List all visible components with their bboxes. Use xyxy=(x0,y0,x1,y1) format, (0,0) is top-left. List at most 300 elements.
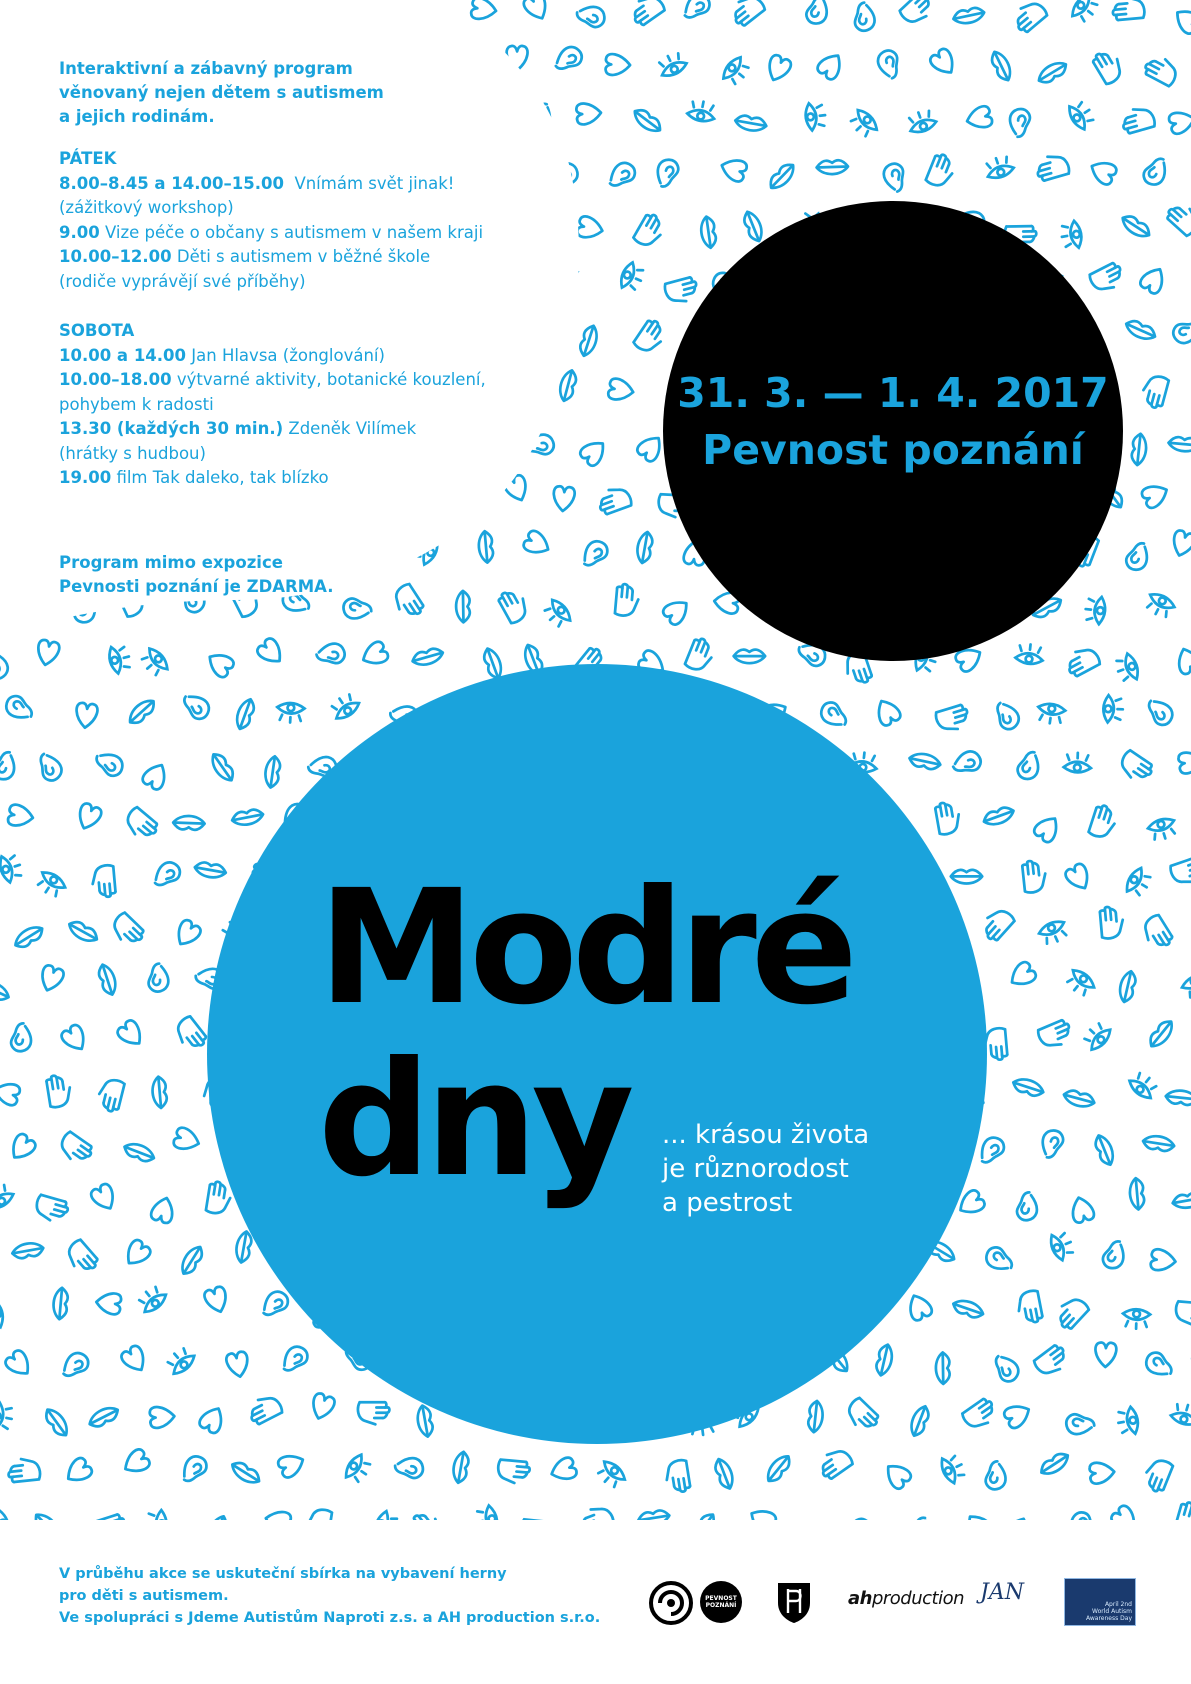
hand-icon xyxy=(1140,373,1169,409)
schedule-row xyxy=(59,221,559,246)
lips-icon xyxy=(578,324,601,358)
schedule-text: (rodiče vyprávějí své příběhy) xyxy=(59,271,306,291)
heart-icon xyxy=(661,595,693,627)
heart-icon xyxy=(1171,4,1191,36)
lips-icon xyxy=(1117,970,1137,1004)
heart-icon xyxy=(263,1508,292,1534)
lips-icon xyxy=(42,1405,72,1438)
heart-icon xyxy=(1069,1195,1096,1224)
lips-icon xyxy=(66,918,100,945)
eye-icon xyxy=(1147,816,1179,843)
lips-icon xyxy=(951,870,983,884)
hand-icon xyxy=(206,1181,233,1216)
heart-icon xyxy=(470,0,497,21)
ear-icon xyxy=(1126,542,1148,570)
lips-icon xyxy=(741,209,765,243)
eye-icon xyxy=(983,154,1015,181)
hand-icon xyxy=(91,865,116,898)
heart-icon xyxy=(815,50,846,82)
eye-icon xyxy=(0,852,24,884)
eye-icon xyxy=(23,161,53,194)
intro-text xyxy=(59,57,539,129)
friday-heading: PÁTEK xyxy=(59,149,117,168)
lips-icon xyxy=(451,1451,470,1484)
lips-icon xyxy=(734,650,766,664)
ear-icon xyxy=(4,694,35,720)
hand-icon xyxy=(122,806,160,843)
eye-icon xyxy=(1037,918,1070,947)
ear-icon xyxy=(1013,1191,1039,1222)
heart-icon xyxy=(964,105,993,131)
eye-icon xyxy=(107,643,133,674)
lips-icon xyxy=(96,962,119,996)
eye-icon xyxy=(1143,590,1176,620)
heart-icon xyxy=(0,1080,21,1107)
ear-icon xyxy=(32,751,66,784)
eye-icon xyxy=(1169,1401,1191,1427)
eye-icon xyxy=(135,1283,168,1315)
hand-icon xyxy=(1037,1019,1075,1052)
ear-icon xyxy=(1103,1241,1124,1268)
footer-text xyxy=(59,1563,679,1629)
lips-icon xyxy=(233,697,257,731)
heart-icon xyxy=(255,636,287,668)
eye-icon xyxy=(1064,967,1097,999)
eye-icon xyxy=(1123,866,1154,899)
hand-icon xyxy=(0,102,19,130)
heart-icon xyxy=(1004,1514,1033,1545)
schedule-text: Děti s autismem v běžné škole xyxy=(176,247,431,266)
lips-icon xyxy=(415,1404,434,1437)
heart-icon xyxy=(635,431,667,463)
lips-icon xyxy=(1165,1089,1191,1106)
lips-icon xyxy=(1035,58,1069,86)
ear-icon xyxy=(874,47,906,81)
event-dates: 31. 3. — 1. 4. 2017 xyxy=(677,369,1109,417)
schedule-text: Vize péče o občany s autismem v našem kraji xyxy=(104,222,484,242)
lips-icon xyxy=(874,1343,894,1377)
program-schedule xyxy=(59,147,559,491)
eye-icon xyxy=(656,50,689,79)
tagline-line: ... krásou života xyxy=(662,1120,870,1150)
eye-icon xyxy=(342,1452,373,1485)
ear-icon xyxy=(7,1022,33,1053)
ear-icon xyxy=(60,1349,92,1383)
ear-icon xyxy=(180,1453,209,1485)
eye-icon xyxy=(1015,643,1044,665)
ear-icon xyxy=(1064,1410,1095,1437)
heart-icon xyxy=(141,760,171,792)
eye-icon xyxy=(1060,220,1084,250)
lips-icon xyxy=(907,1404,931,1438)
event-info xyxy=(663,365,1123,479)
ear-icon xyxy=(1142,156,1167,186)
hand-icon xyxy=(96,1077,125,1113)
eye-icon xyxy=(0,1402,14,1433)
free-line: Program mimo expozice xyxy=(59,553,283,572)
hand-icon xyxy=(360,2,395,30)
eye-icon xyxy=(541,597,574,630)
heart-icon xyxy=(1178,750,1191,774)
logo-text: Awareness Day xyxy=(1086,1615,1132,1622)
lips-icon xyxy=(989,49,1015,83)
heart-icon xyxy=(605,54,630,76)
lips-icon xyxy=(635,531,654,564)
heart-icon xyxy=(764,53,793,84)
hand-icon xyxy=(664,1459,691,1494)
heart-icon xyxy=(1168,109,1191,135)
hand-icon xyxy=(1112,0,1145,20)
heart-icon xyxy=(872,696,902,727)
ear-icon xyxy=(179,693,211,722)
hand-icon xyxy=(13,485,47,523)
heart-icon xyxy=(1087,157,1118,187)
schedule-time: 19.00 xyxy=(59,468,112,487)
eye-icon xyxy=(1036,702,1066,725)
hand-icon xyxy=(1088,804,1119,841)
lips-icon xyxy=(11,1241,44,1260)
hand-icon xyxy=(843,1397,881,1435)
hand-icon xyxy=(815,1445,853,1481)
ear-icon xyxy=(94,752,124,777)
hand-icon xyxy=(684,636,716,673)
heart-icon xyxy=(95,1292,121,1315)
hand-icon xyxy=(899,0,937,28)
lips-icon xyxy=(1123,318,1157,343)
lips-icon xyxy=(1131,433,1148,466)
schedule-time: 8.00–8.45 a 14.00–15.00 xyxy=(59,173,284,193)
hand-icon xyxy=(1010,0,1048,34)
hand-icon xyxy=(633,212,668,250)
ear-icon xyxy=(806,0,827,24)
ear-icon xyxy=(581,538,611,571)
eye-icon xyxy=(475,1504,500,1535)
heart-icon xyxy=(121,1238,153,1270)
heart-icon xyxy=(74,802,103,833)
eye-icon xyxy=(720,54,752,87)
free-line: Pevnosti poznání je ZDARMA. xyxy=(59,577,334,596)
intro-line: a jejich rodinám. xyxy=(59,107,215,126)
hand-icon xyxy=(63,1238,100,1276)
hand-icon xyxy=(1100,906,1125,939)
ear-icon xyxy=(880,160,912,194)
ear-icon xyxy=(280,1343,310,1376)
lips-icon xyxy=(936,1352,950,1384)
lips-icon xyxy=(807,1400,824,1433)
lips-icon xyxy=(951,1297,985,1320)
schedule-row xyxy=(59,442,559,467)
lips-icon xyxy=(173,815,205,830)
hand-icon xyxy=(935,800,962,835)
eye-icon xyxy=(386,491,419,522)
heart-icon xyxy=(1006,960,1038,991)
schedule-time: 13.30 (každých 30 min.) xyxy=(59,419,284,438)
lips-icon xyxy=(208,751,237,785)
lips-icon xyxy=(86,1404,120,1430)
eye-icon xyxy=(1069,0,1101,25)
eye-icon xyxy=(1047,1229,1076,1262)
lips-icon xyxy=(1038,1450,1072,1479)
saturday-heading: SOBOTA xyxy=(59,321,135,340)
heart-icon xyxy=(607,378,635,403)
eye-icon xyxy=(164,1345,197,1378)
heart-icon xyxy=(1169,529,1191,559)
hand-icon xyxy=(1116,749,1154,785)
hand-icon xyxy=(633,318,669,356)
heart-icon xyxy=(172,1126,202,1153)
ear-icon xyxy=(0,649,12,683)
lips-icon xyxy=(631,106,664,136)
heart-icon xyxy=(1138,264,1169,296)
ear-icon xyxy=(1170,315,1191,348)
schedule-text: film Tak daleko, tak blízko xyxy=(116,468,329,487)
heart-icon xyxy=(522,0,552,23)
heart-icon xyxy=(962,1510,994,1542)
schedule-row xyxy=(59,172,559,197)
footer-line: pro děti s autismem. xyxy=(59,1588,229,1604)
ear-icon xyxy=(394,1456,425,1482)
hand-icon xyxy=(497,1459,530,1484)
eye-icon xyxy=(147,1510,167,1538)
heart-icon xyxy=(204,648,236,679)
heart-icon xyxy=(198,1403,228,1434)
hand-icon xyxy=(1063,644,1101,678)
ear-icon xyxy=(150,0,179,18)
lips-icon xyxy=(763,1452,793,1485)
ear-icon xyxy=(681,0,713,24)
hand-icon xyxy=(108,911,146,949)
lips-icon xyxy=(1146,1018,1176,1051)
ear-icon xyxy=(984,1245,1015,1271)
heart-icon xyxy=(35,0,67,26)
lips-icon xyxy=(306,0,330,28)
lips-icon xyxy=(125,696,158,727)
heart-icon xyxy=(1095,1342,1117,1367)
heart-icon xyxy=(89,1182,119,1214)
ear-icon xyxy=(951,747,985,780)
eye-icon xyxy=(372,1509,400,1542)
lips-icon xyxy=(557,369,578,403)
heart-icon xyxy=(576,215,604,241)
tagline xyxy=(662,1118,869,1220)
eye-icon xyxy=(1103,695,1123,723)
hand-icon xyxy=(409,1508,446,1546)
ear-icon xyxy=(260,1288,291,1322)
lips-icon xyxy=(734,114,767,133)
intro-line: věnovaný nejen dětem s autismem xyxy=(59,83,384,102)
lips-icon xyxy=(1172,1191,1191,1210)
heart-icon xyxy=(225,1351,250,1379)
eye-icon xyxy=(1063,752,1091,772)
hand-icon xyxy=(664,276,700,305)
lips-icon xyxy=(1011,1076,1045,1099)
autism-awareness-day-logo xyxy=(1064,1578,1136,1626)
lips-icon xyxy=(816,160,848,175)
ear-icon xyxy=(989,700,1023,733)
heart-icon xyxy=(115,1018,147,1050)
hand-icon xyxy=(1088,261,1126,295)
ear-icon xyxy=(143,962,171,994)
schedule-text: (zážitkový workshop) xyxy=(59,198,234,217)
hand-icon xyxy=(627,0,665,27)
ear-icon xyxy=(908,1518,929,1545)
ear-icon xyxy=(207,0,230,22)
heart-icon xyxy=(16,259,47,288)
ear-icon xyxy=(0,752,15,780)
hand-icon xyxy=(1141,1456,1173,1493)
title-line-1: Modré xyxy=(318,856,852,1040)
tagline-line: a pestrost xyxy=(662,1188,793,1218)
heart-icon xyxy=(7,804,34,828)
heart-icon xyxy=(203,1285,231,1315)
footer-line: Ve spolupráci s Jdeme Autistům Naproti z.s. a AH production s.r.o. xyxy=(59,1610,601,1626)
heart-icon xyxy=(308,1392,336,1422)
ear-icon xyxy=(553,43,586,77)
hand-icon xyxy=(1169,856,1191,887)
lips-icon xyxy=(411,646,445,668)
ear-icon xyxy=(607,159,639,193)
ear-icon xyxy=(989,1353,1023,1385)
ear-icon xyxy=(0,330,15,357)
partner-logo-circles xyxy=(648,1580,694,1626)
heart-icon xyxy=(0,2,15,24)
hand-icon xyxy=(520,1519,554,1544)
schedule-text: Zdeněk Vilímek xyxy=(288,419,417,438)
title-line-2: dny xyxy=(318,1028,629,1212)
lips-icon xyxy=(637,1509,670,1527)
hand-icon xyxy=(1091,47,1126,85)
ear-icon xyxy=(315,640,348,670)
lips-icon xyxy=(32,1510,64,1542)
lips-icon xyxy=(1062,1088,1096,1109)
lips-icon xyxy=(194,861,227,880)
schedule-row xyxy=(59,393,559,418)
logo-text: POZNÁNÍ xyxy=(705,1602,737,1609)
heart-icon xyxy=(1089,1461,1115,1484)
schedule-text: (hrátky s hudbou) xyxy=(59,443,206,463)
jan-logo: JAN xyxy=(980,1580,1024,1605)
pevnost-poznani-logo xyxy=(700,1581,742,1623)
ear-icon xyxy=(576,6,605,29)
schedule-time: 10.00–12.00 xyxy=(59,247,172,266)
logo-text: production xyxy=(871,1588,965,1609)
lips-icon xyxy=(766,161,798,193)
heart-icon xyxy=(1032,812,1063,844)
heart-icon xyxy=(1140,480,1171,509)
eye-icon xyxy=(906,108,938,136)
heart-icon xyxy=(6,1132,37,1164)
university-shield-logo xyxy=(776,1581,812,1625)
tagline-line: je různorodost xyxy=(662,1154,849,1184)
hand-icon xyxy=(1033,1343,1071,1380)
lips-icon xyxy=(699,216,717,249)
lips-icon xyxy=(952,6,986,26)
eye-icon xyxy=(847,107,880,140)
ear-icon xyxy=(978,1135,1006,1167)
eye-icon xyxy=(804,102,827,131)
logo-text: World Autism xyxy=(1092,1608,1132,1615)
eye-icon xyxy=(1081,1020,1114,1053)
lips-icon xyxy=(231,808,265,827)
lips-icon xyxy=(229,1459,263,1487)
hand-icon xyxy=(1142,53,1180,87)
heart-icon xyxy=(74,702,98,729)
eye-icon xyxy=(1180,971,1191,1000)
lips-icon xyxy=(12,923,46,951)
ear-icon xyxy=(657,160,678,187)
hand-icon xyxy=(1164,200,1191,237)
eye-icon xyxy=(1066,98,1097,131)
hand-icon xyxy=(46,1074,73,1109)
heart-icon xyxy=(13,380,44,409)
heart-icon xyxy=(0,209,12,239)
hand-icon xyxy=(1139,914,1174,952)
eye-icon xyxy=(938,1452,967,1485)
hand-icon xyxy=(1022,860,1047,894)
heart-icon xyxy=(904,1291,933,1322)
schedule-time: 10.00–18.00 xyxy=(59,370,172,389)
hand-icon xyxy=(615,584,640,617)
schedule-time: 9.00 xyxy=(59,222,100,242)
hand-icon xyxy=(1175,1301,1191,1326)
event-venue: Pevnost poznání xyxy=(702,426,1084,474)
hand-icon xyxy=(961,1397,999,1433)
hand-icon xyxy=(596,484,633,515)
hand-icon xyxy=(358,1402,389,1424)
eye-icon xyxy=(1122,1309,1150,1329)
schedule-row xyxy=(59,466,559,491)
ear-icon xyxy=(981,1460,1008,1491)
heart-icon xyxy=(3,1348,35,1380)
lips-icon xyxy=(1119,212,1153,241)
hand-icon xyxy=(92,1513,129,1544)
ah-production-logo xyxy=(848,1588,964,1609)
eye-icon xyxy=(328,691,361,722)
lips-icon xyxy=(249,0,283,16)
hand-icon xyxy=(172,1015,209,1053)
hand-icon xyxy=(1174,1501,1191,1537)
ear-icon xyxy=(1017,752,1038,779)
logo-text: April 2nd xyxy=(1104,1601,1132,1608)
hand-icon xyxy=(306,1508,333,1543)
eye-icon xyxy=(1114,652,1142,684)
hand-icon xyxy=(56,1131,94,1167)
schedule-time: 10.00 a 14.00 xyxy=(59,345,187,365)
heart-icon xyxy=(120,1447,152,1478)
heart-icon xyxy=(1109,1503,1141,1535)
heart-icon xyxy=(576,102,602,125)
lips-icon xyxy=(908,751,942,771)
heart-icon xyxy=(172,918,203,950)
lips-icon xyxy=(1168,436,1191,452)
hand-icon xyxy=(1052,1293,1090,1331)
heart-icon xyxy=(548,1456,578,1484)
heart-icon xyxy=(881,1459,913,1491)
logo-text: PEVNOST xyxy=(705,1595,737,1602)
heart-icon xyxy=(37,964,65,994)
eye-icon xyxy=(618,261,647,294)
schedule-text: výtvarné aktivity, botanické kouzlení, xyxy=(176,370,486,389)
schedule-text: Vnímám svět jinak! xyxy=(294,173,455,193)
lips-icon xyxy=(151,1076,167,1109)
lips-icon xyxy=(263,755,281,788)
intro-line: Interaktivní a zábavný program xyxy=(59,59,353,78)
heart-icon xyxy=(578,436,610,468)
ear-icon xyxy=(152,858,184,892)
hand-icon xyxy=(728,0,766,28)
schedule-row xyxy=(59,368,559,393)
lips-icon xyxy=(689,1511,719,1544)
